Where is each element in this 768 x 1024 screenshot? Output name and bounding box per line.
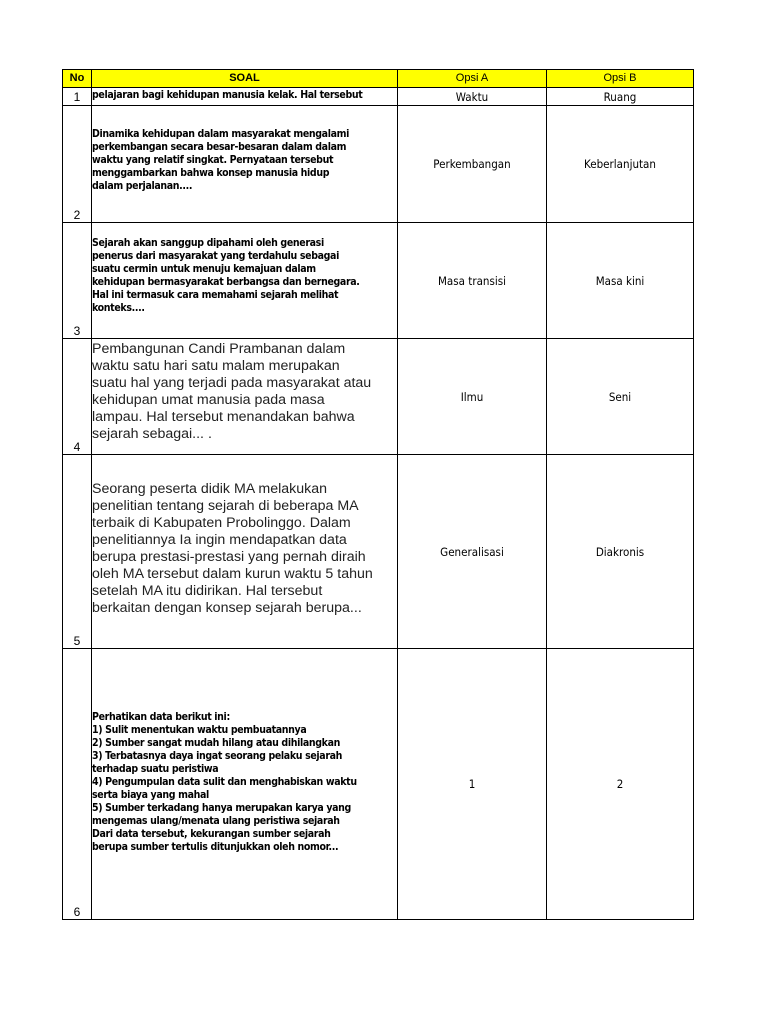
option-a-cell[interactable]: Masa transisi: [398, 223, 547, 339]
row-number[interactable]: 6: [63, 649, 92, 920]
table-row: [63, 455, 694, 649]
option-b-cell[interactable]: 2: [547, 649, 694, 920]
question-text: pelajaran bagi kehidupan manusia kelak. Hal tersebut: [92, 89, 363, 101]
question-text: Seorang peserta didik MA melakukan penelitian tentang sejarah di beberapa MA terbaik di Kabupaten Probolinggo. Dalam penelitiannya Ia ingin mendapatkan data berupa prestasi-prestasi yang pernah diraih oleh MA tersebut dalam kurun waktu 5 tahun setelah MA itu didirikan. Hal tersebut berkaitan dengan konsep sejarah berupa...: [92, 480, 373, 616]
question-table: [62, 69, 694, 920]
option-a-cell[interactable]: 1: [398, 649, 547, 920]
header-row: [63, 70, 694, 88]
option-a-cell[interactable]: Perkembangan: [398, 106, 547, 223]
header-opsi-b[interactable]: Opsi B: [547, 70, 694, 88]
header-opsi-a[interactable]: Opsi A: [398, 70, 547, 88]
table-row: [63, 339, 694, 455]
table-row: [63, 223, 694, 339]
question-text: Perhatikan data berikut ini: 1) Sulit menentukan waktu pembuatannya 2) Sumber sangat mudah hilang atau dihilangkan 3) Terbatasnya daya ingat seorang pelaku sejarah terhadap suatu peristiwa 4) Pengumpulan data sulit dan menghabiskan waktu serta biaya yang mahal 5) Sumber terkadang hanya merupakan karya yang mengemas ulang/menata ulang peristiwa sejarah Dari data tersebut, kekurangan sumber sejarah berupa sumber tertulis ditunjukkan oleh nomor...: [92, 710, 357, 853]
row-number[interactable]: 4: [63, 339, 92, 455]
option-b-cell[interactable]: Ruang: [547, 88, 694, 106]
option-b-cell[interactable]: Seni: [547, 339, 694, 455]
table-row: [63, 106, 694, 223]
option-b-cell[interactable]: Keberlanjutan: [547, 106, 694, 223]
option-b-cell[interactable]: Diakronis: [547, 455, 694, 649]
question-cell[interactable]: [92, 106, 398, 223]
option-a-cell[interactable]: Ilmu: [398, 339, 547, 455]
question-text: Pembangunan Candi Prambanan dalam waktu satu hari satu malam merupakan suatu hal yang terjadi pada masyarakat atau kehidupan umat manusia pada masa lampau. Hal tersebut menandakan bahwa sejarah sebagai... .: [92, 340, 372, 442]
option-b-cell[interactable]: Masa kini: [547, 223, 694, 339]
header-soal[interactable]: SOAL: [92, 70, 398, 88]
option-a-cell[interactable]: Waktu: [398, 88, 547, 106]
question-cell[interactable]: [92, 455, 398, 649]
row-number[interactable]: 3: [63, 223, 92, 339]
row-number[interactable]: 1: [63, 88, 92, 106]
row-number[interactable]: 2: [63, 106, 92, 223]
table-row: [63, 649, 694, 920]
option-a-cell[interactable]: Generalisasi: [398, 455, 547, 649]
question-text: Sejarah akan sanggup dipahami oleh generasi penerus dari masyarakat yang terdahulu sebagai suatu cermin untuk menuju kemajuan dalam kehidupan bermasyarakat berbangsa dan bernegara. Hal ini termasuk cara memahami sejarah melihat konteks....: [92, 236, 360, 314]
question-cell[interactable]: [92, 88, 398, 106]
question-text: Dinamika kehidupan dalam masyarakat mengalami perkembangan secara besar-besaran dalam dalam waktu yang relatif singkat. Pernyataan tersebut menggambarkan bahwa konsep manusia hidup dalam perjalanan....: [92, 128, 349, 192]
question-cell[interactable]: [92, 649, 398, 920]
row-number[interactable]: 5: [63, 455, 92, 649]
question-cell[interactable]: [92, 223, 398, 339]
table-row: [63, 88, 694, 106]
question-cell[interactable]: [92, 339, 398, 455]
header-no[interactable]: No: [63, 70, 92, 88]
